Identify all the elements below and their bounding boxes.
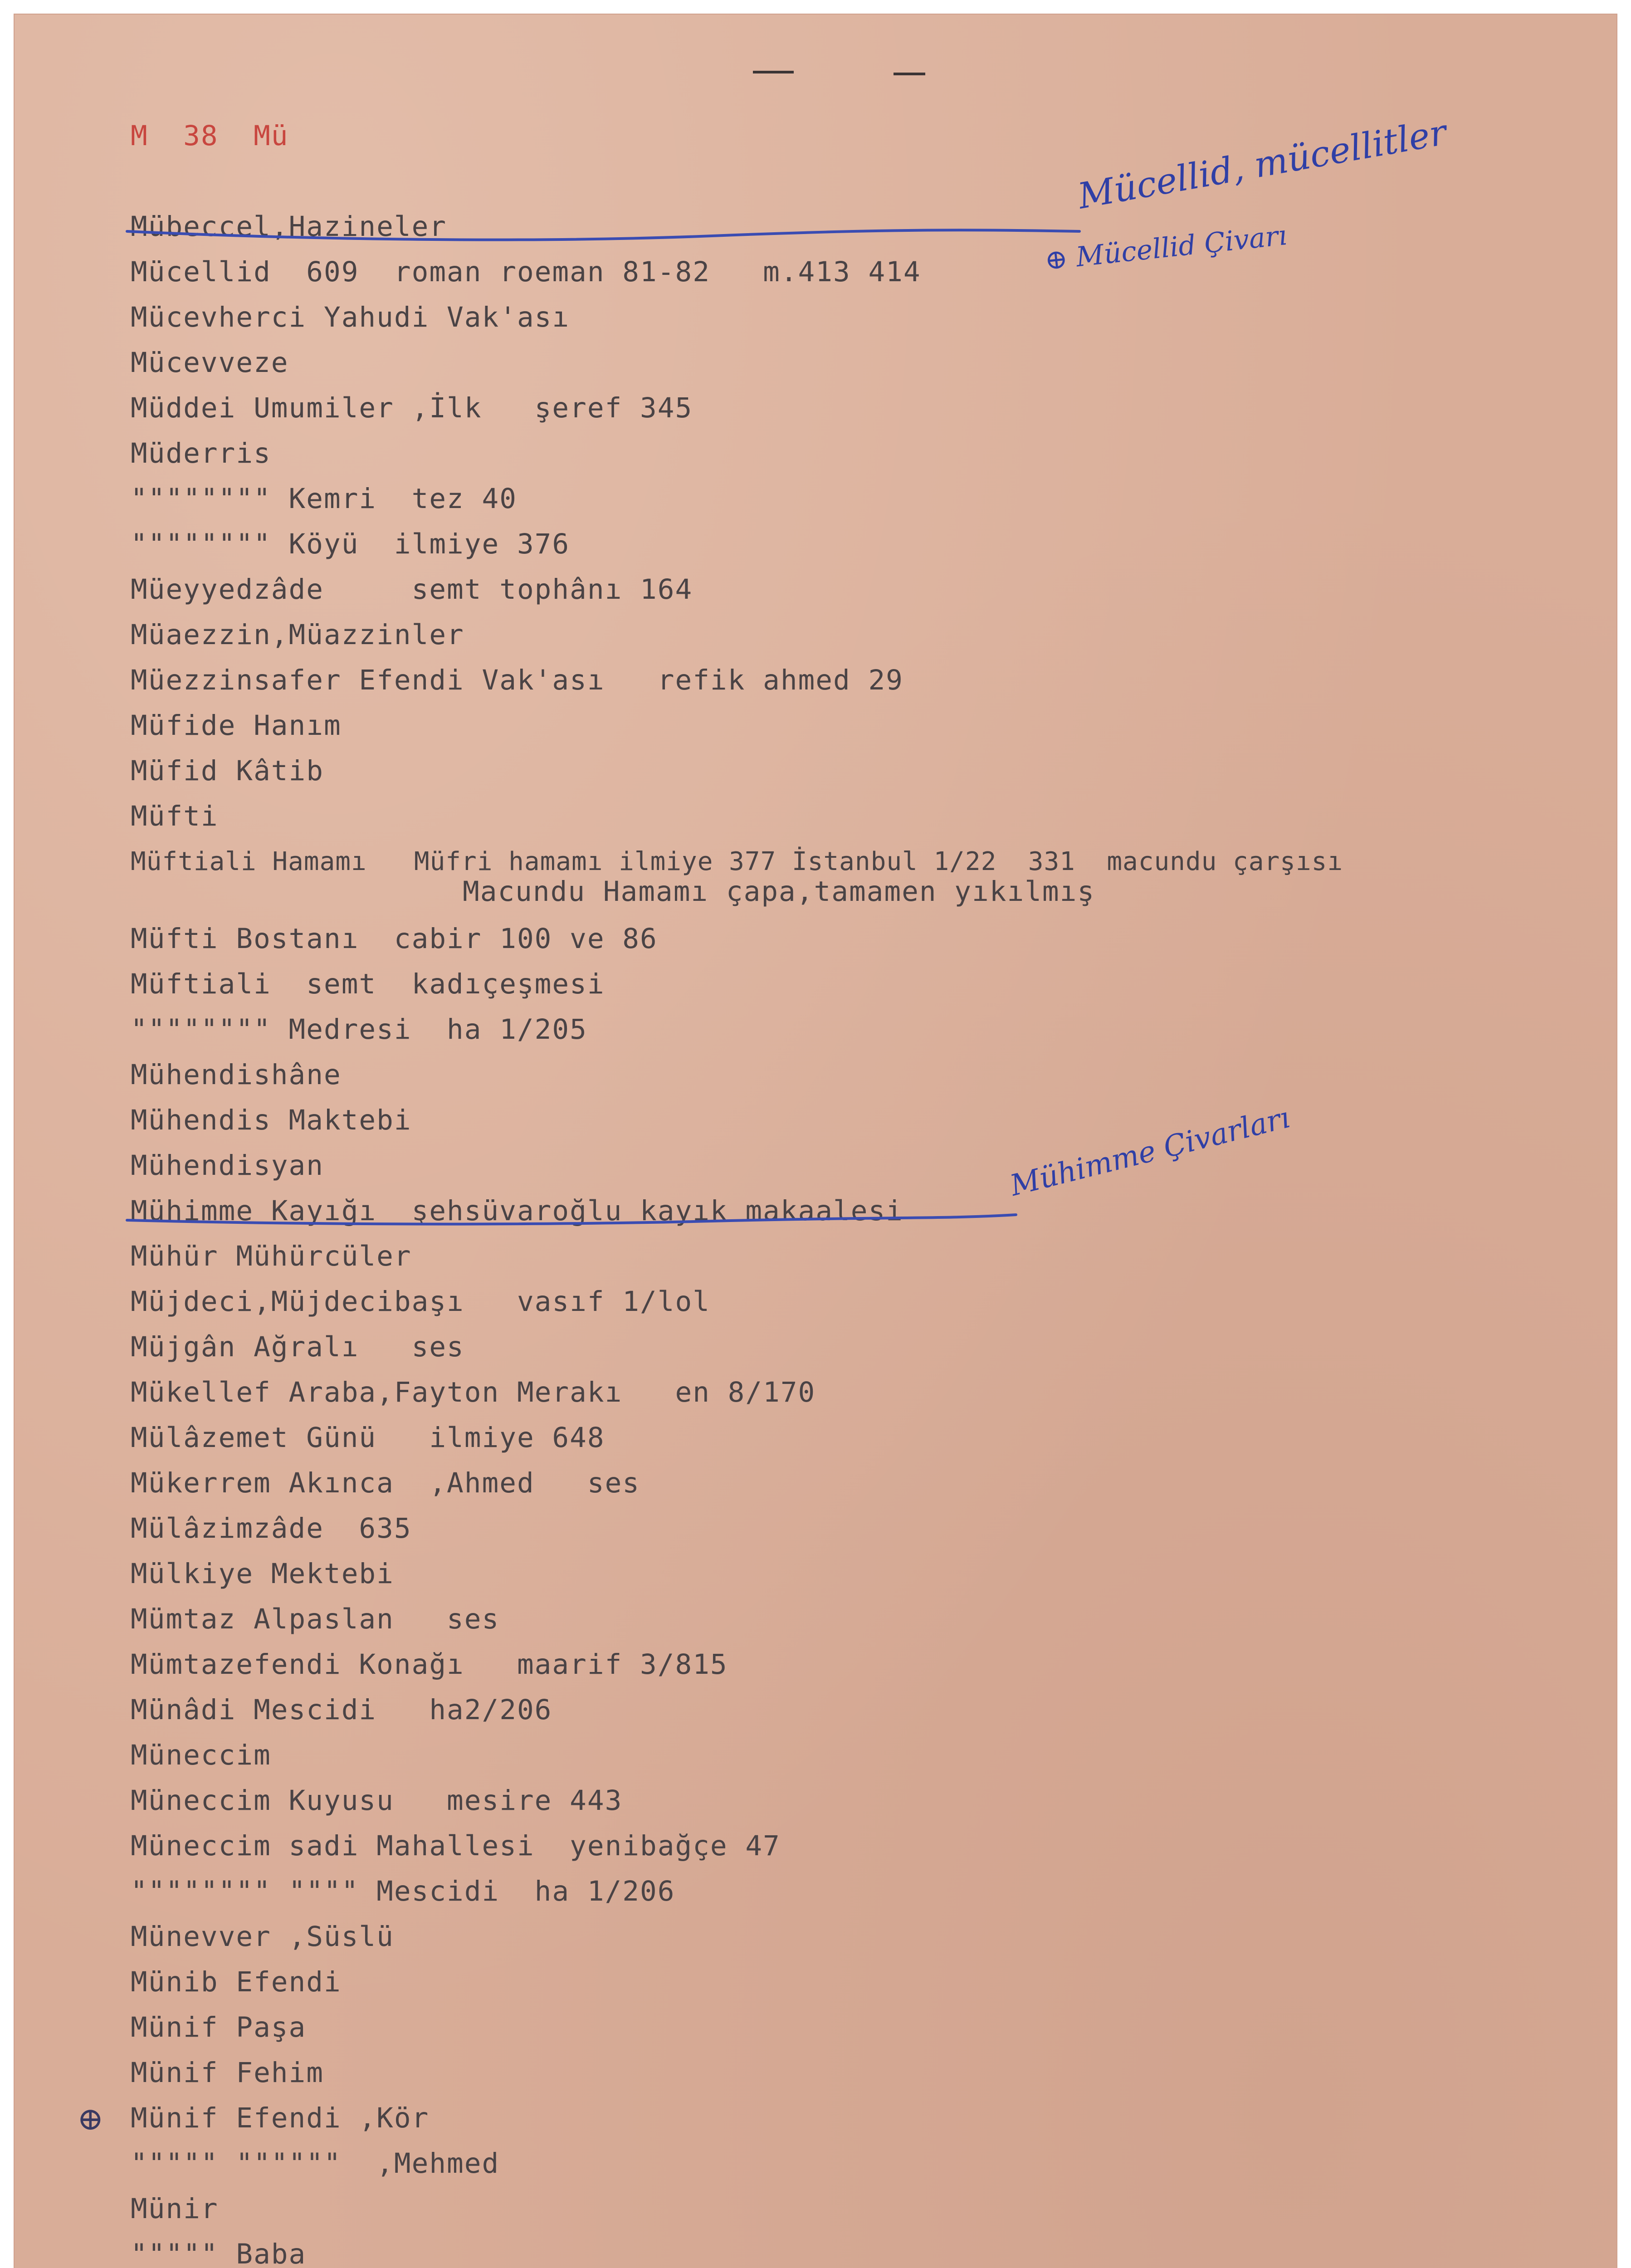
entry: Müezzinsafer Efendi Vak'ası refik ahmed 29 <box>131 664 903 696</box>
entry: Münir <box>131 2193 219 2225</box>
entry: Mümtazefendi Konağı maarif 3/815 <box>131 1648 728 1681</box>
pen-underline-muhimme <box>122 1193 1021 1234</box>
entry: Mülkiye Mektebi <box>131 1558 394 1590</box>
typed-index-card <box>14 14 1617 2268</box>
entry: Mübeccel,Hazineler <box>131 210 447 243</box>
entry: Müjgân Ağralı ses <box>131 1331 464 1363</box>
entry: Münif Efendi ,Kör <box>131 2102 430 2134</box>
entry: Müfti Bostanı cabir 100 ve 86 <box>131 923 658 955</box>
entry: """""""" Köyü ilmiye 376 <box>131 528 570 560</box>
entry: Müftiali Hamamı Müfri hamamı ilmiye 377 İstanbul 1/22 331 macundu çarşısı <box>131 847 1343 876</box>
entry: Mühendisyan <box>131 1149 324 1182</box>
entry: Müneccim sadi Mahallesi yenibağçe 47 <box>131 1830 781 1862</box>
entry: Münif Fehim <box>131 2057 324 2089</box>
handwritten-note-mucellid-civari: ⊕ Mücellid Çivarı <box>1043 219 1289 277</box>
entry: Mücevherci Yahudi Vak'ası <box>131 301 570 333</box>
entry: Münif Paşa <box>131 2011 307 2043</box>
entry: Müneccim <box>131 1739 271 1771</box>
pen-underline-mubeccel <box>122 213 1084 254</box>
entry: """""""" Medresi ha 1/205 <box>131 1013 587 1046</box>
entry: Mühendis Maktebi <box>131 1104 412 1136</box>
entry: Mücellid 609 roman roeman 81-82 m.413 414 <box>131 256 921 288</box>
entry: Müftiali semt kadıçeşmesi <box>131 968 605 1000</box>
entry: Mümtaz Alpaslan ses <box>131 1603 500 1635</box>
entry: Mükerrem Akınca ,Ahmed ses <box>131 1467 640 1499</box>
entry: Müddei Umumiler ,İlk şeref 345 <box>131 392 693 424</box>
entry: """"" """""" ,Mehmed <box>131 2147 500 2180</box>
entry: Mülâzimzâde 635 <box>131 1512 412 1545</box>
handwritten-note-mucellid: Mücellid, mücellitler <box>1075 112 1450 217</box>
entry: Mühür Mühürcüler <box>131 1240 412 1272</box>
entry: Müeyyedzâde semt tophânı 164 <box>131 573 693 606</box>
entry: Mükellef Araba,Fayton Merakı en 8/170 <box>131 1376 816 1408</box>
entry: Müfti <box>131 800 219 832</box>
entry: Müneccim Kuyusu mesire 443 <box>131 1784 623 1817</box>
entry: """""""" Kemri tez 40 <box>131 483 517 515</box>
entry: Müfide Hanım <box>131 709 342 742</box>
entry: Mücevveze <box>131 347 289 379</box>
entry: Müjdeci,Müjdecibaşı vasıf 1/lol <box>131 1286 710 1318</box>
entry: Münevver ,Süslü <box>131 1921 394 1953</box>
entry: Müfid Kâtib <box>131 755 324 787</box>
top-dash-right <box>894 73 925 75</box>
entry: Mühendishâne <box>131 1059 342 1091</box>
page-code: M 38 Mü <box>131 120 289 152</box>
entry-continuation: Macundu Hamamı çapa,tamamen yıkılmış <box>463 875 1095 908</box>
entry: Münâdi Mescidi ha2/206 <box>131 1694 552 1726</box>
plus-circle-marker-icon: ⊕ <box>77 2100 104 2137</box>
top-dash-left <box>753 71 794 73</box>
entry: Müaezzin,Müazzinler <box>131 619 464 651</box>
entry: """"" Baba <box>131 2238 307 2268</box>
handwritten-note-muhimme: Mühimme Çivarları <box>1007 1101 1294 1203</box>
entry: Müderris <box>131 437 271 469</box>
entry: Mühimme Kayığı şehsüvaroğlu kayık makaalesi <box>131 1195 903 1227</box>
entry: Mülâzemet Günü ilmiye 648 <box>131 1422 605 1454</box>
entry: """""""" """" Mescidi ha 1/206 <box>131 1875 675 1907</box>
entry: Münib Efendi <box>131 1966 342 1998</box>
